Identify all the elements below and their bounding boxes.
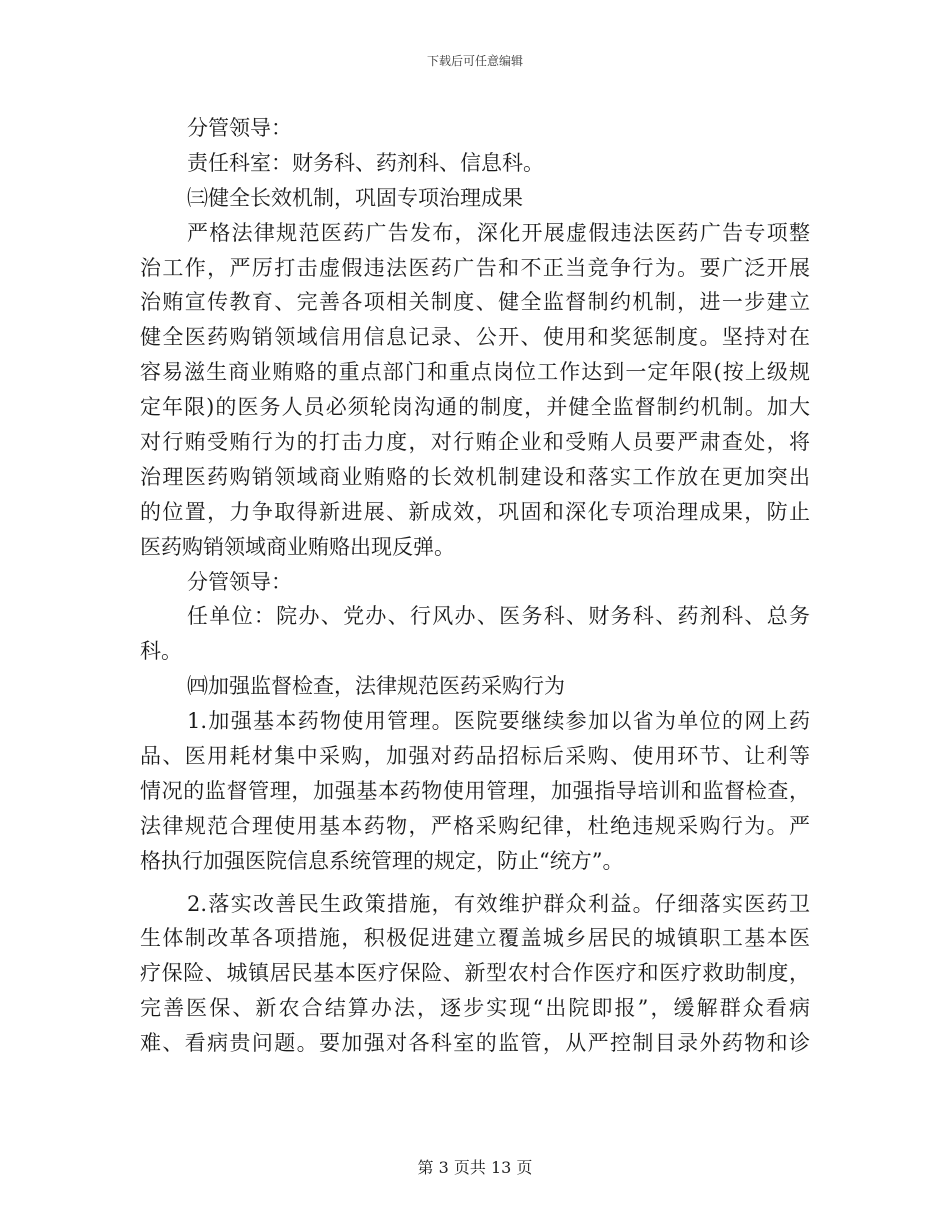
text-line: ㈢健全长效机制，巩固专项治理成果 — [187, 185, 523, 210]
text-line: 情况的监督管理，加强基本药物使用管理，加强指导培训和监督检查， — [140, 778, 810, 803]
text-line: 法律规范合理使用基本药物，严格采购纪律，杜绝违规采购行为。严 — [140, 813, 810, 838]
text-line: 健全医药购销领域信用信息记录、公开、使用和奖惩制度。坚持对在 — [140, 325, 810, 350]
text-line: 严格法律规范医药广告发布，深化开展虚假违法医药广告专项整 — [187, 220, 810, 245]
text-line: 分管领导： — [187, 569, 292, 594]
body-text — [140, 111, 810, 1061]
text-line: 责任科室：财务科、药剂科、信息科。 — [187, 150, 544, 175]
text-line: 难、看病贵问题。要加强对各科室的监管，从严控制目录外药物和诊 — [140, 1031, 810, 1056]
text-line: 科。 — [140, 639, 182, 664]
text-line: 疗保险、城镇居民基本医疗保险、新型农村合作医疗和医疗救助制度， — [140, 961, 810, 986]
text-line: 1.加强基本药物使用管理。医院要继续参加以省为单位的网上药 — [187, 709, 810, 734]
text-line: 治工作，严厉打击虚假违法医药广告和不正当竞争行为。要广泛开展 — [140, 255, 810, 280]
text-line: 生体制改革各项措施，积极促进建立覆盖城乡居民的城镇职工基本医 — [140, 926, 810, 951]
text-line: 治贿宣传教育、完善各项相关制度、健全监督制约机制，进一步建立 — [140, 290, 810, 315]
text-line: 对行贿受贿行为的打击力度，对行贿企业和受贿人员要严肃查处，将 — [140, 430, 810, 455]
text-line: 格执行加强医院信息系统管理的规定，防止“统方”。 — [140, 848, 624, 873]
text-line: 医药购销领域商业贿赂出现反弹。 — [140, 534, 455, 559]
text-line: 定年限)的医务人员必须轮岗沟通的制度，并健全监督制约机制。加大 — [140, 395, 810, 420]
text-line: 任单位：院办、党办、行风办、医务科、财务科、药剂科、总务 — [187, 604, 810, 629]
text-line: 容易滋生商业贿赂的重点部门和重点岗位工作达到一定年限(按上级规 — [140, 360, 810, 385]
page-header: 下载后可任意编辑 — [426, 54, 523, 68]
text-line: ㈣加强监督检查，法律规范医药采购行为 — [187, 674, 565, 699]
text-line: 分管领导： — [187, 116, 292, 140]
page-footer: 第 3 页共 13 页 — [417, 1158, 533, 1177]
text-line: 2.落实改善民生政策措施，有效维护群众利益。仔细落实医药卫 — [187, 891, 810, 916]
text-line: 完善医保、新农合结算办法，逐步实现“出院即报”，缓解群众看病 — [140, 996, 810, 1021]
text-line: 治理医药购销领域商业贿赂的长效机制建设和落实工作放在更加突出 — [140, 464, 810, 489]
text-line: 的位置，力争取得新进展、新成效，巩固和深化专项治理成果，防止 — [140, 499, 810, 524]
text-line: 品、医用耗材集中采购，加强对药品招标后采购、使用环节、让利等 — [140, 744, 810, 769]
